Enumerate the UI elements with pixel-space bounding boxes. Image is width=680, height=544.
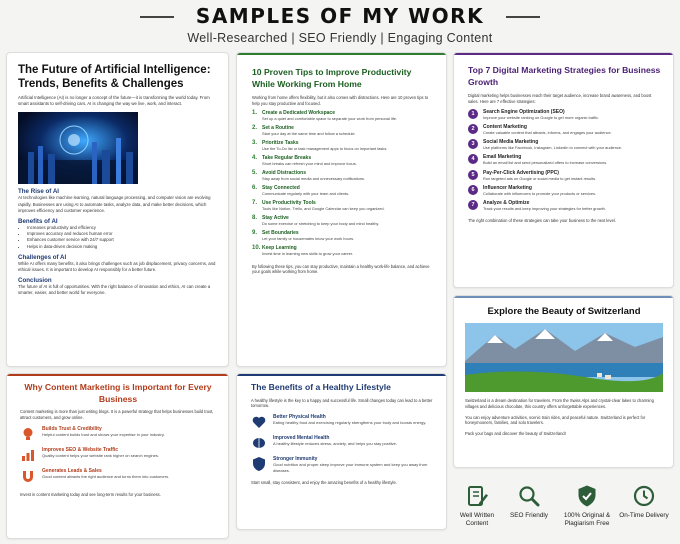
list-item (20, 426, 216, 442)
page-subtitle: Well-Researched | SEO Friendly | Engaging Content (187, 31, 493, 45)
card-ai-article (6, 52, 229, 367)
card-switzerland (453, 295, 674, 468)
swiss-text-3: Pack your bags and discover the beauty of Switzerland! (465, 431, 566, 437)
tip-desc: Tools like Notion, Trello, and Google Calendar can keep you organized. (262, 206, 385, 212)
strategy-title: Analyze & Optimize (483, 200, 530, 207)
feature-label: Well Written Content (459, 512, 495, 527)
ai-rise-text: AI technologies like machine learning, natural language processing, and computer vision are evolving rapidly. Businesses are using AI to automate tasks, analyze data, and make better decisions, which improves efficiency and customer experience. (18, 195, 211, 213)
swiss-text-2: You can enjoy adventure activities, scenic train rides, and peaceful nature. Switzerland is perfect for honeymooners, families, and solo travelers. (465, 414, 646, 426)
tip-title: Stay Connected (262, 185, 300, 192)
strategy-title: Influencer Marketing (483, 185, 532, 192)
list-item (252, 110, 433, 122)
content-outro: Invest in content marketing today and see long-term results for your business. (20, 491, 161, 497)
list-item (252, 185, 433, 197)
tip-title: Take Regular Breaks (262, 155, 312, 162)
tips-title: 10 Proven Tips to Improve Productivity While Working From Home (252, 67, 412, 89)
tip-number: 10. (252, 245, 261, 252)
ai-title: The Future of Artificial Intelligence: Trends, Benefits & Challenges (18, 64, 211, 90)
strategy-desc: Build an email list and send personalized offers to increase conversions. (483, 160, 608, 166)
item-desc: A healthy lifestyle reduces stress, anxiety, and helps you stay positive. (273, 441, 397, 447)
tip-title: Keep Learning (262, 245, 297, 252)
list-item (252, 140, 433, 152)
item-desc: Helpful content builds trust and shows your expertise in your industry. (42, 431, 165, 437)
list-item (252, 155, 433, 167)
feature-well-written (451, 484, 503, 528)
strategy-title: Email Marketing (483, 154, 522, 161)
bar-chart-icon (20, 447, 36, 463)
swiss-title: Explore the Beauty of Switzerland (487, 306, 641, 317)
content-intro: Content marketing is more than just writing blogs. It is a powerful strategy that helps businesses build trust, attract customers, and grow online. (20, 409, 214, 420)
ai-intro: Artificial Intelligence (AI) is no longer a concept of the future—it is transforming the world today. From smart assistants to self-driving cars, AI is changing the way we live, work, and interact. (18, 95, 210, 107)
item-desc: Eating healthy food and exercising regularly strengthens your body and boosts energy. (273, 420, 427, 426)
feature-seo-friendly (503, 484, 555, 520)
ai-conclusion-heading: Conclusion (18, 277, 52, 285)
card-healthy-lifestyle (236, 373, 447, 530)
tip-title: Use Productivity Tools (262, 200, 316, 207)
list-item (252, 230, 433, 242)
feature-on-time (618, 484, 670, 520)
item-desc: Quality content helps your website rank higher on search engines. (42, 452, 159, 458)
step-number: 1 (468, 109, 478, 119)
ai-benefits-list (18, 225, 217, 250)
strategy-title: Content Marketing (483, 123, 527, 130)
item-title: Improved Mental Health (273, 435, 330, 442)
feature-original (560, 484, 614, 528)
list-item (468, 170, 661, 181)
ai-challenges-text: While AI offers many benefits, it also brings challenges such as job displacement, privacy concerns, and ethical issues. It is important to develop AI responsibly for a better future. (18, 260, 216, 273)
item-title: Better Physical Health (273, 414, 326, 421)
step-number: 4 (468, 154, 478, 164)
strategy-desc: Collaborate with influencers to promote your products or services. (483, 191, 597, 197)
tip-number: 5. (252, 170, 258, 177)
tip-title: Set Boundaries (262, 230, 299, 237)
tip-title: Prioritize Tasks (262, 140, 299, 147)
list-item (251, 414, 434, 430)
strategy-desc: Run targeted ads on Google or social media to get instant results. (483, 175, 597, 181)
digital-intro: Digital marketing helps businesses reach their target audience, increase brand awareness, and boost sales. Here are 7 effective strategies: (468, 93, 652, 104)
list-item (251, 435, 434, 451)
card-content-marketing (6, 373, 229, 539)
list-item (252, 125, 433, 137)
tip-number: 3. (252, 140, 258, 147)
strategy-title: Social Media Marketing (483, 139, 539, 146)
list-item (252, 200, 433, 212)
tip-title: Create a Dedicated Workspace (262, 110, 335, 117)
tip-number: 8. (252, 215, 258, 222)
clock-icon (632, 484, 656, 508)
tips-intro: Working from home offers flexibility, but it also comes with distractions. Here are 10 proven tips to help you stay productive and focused. (252, 95, 429, 106)
list-item: • Improves accuracy and reduces human error (27, 231, 217, 237)
tip-desc: Do some exercise or stretching to keep your body and mind healthy. (262, 221, 380, 227)
tips-outro: By following these tips, you can stay productive, maintain a healthy work-life balance, and achieve your goals while working from home. (252, 263, 430, 275)
step-number: 2 (468, 124, 478, 134)
strategy-desc: Use platforms like Facebook, Instagram, LinkedIn to connect with your audience. (483, 145, 623, 151)
step-number: 6 (468, 185, 478, 195)
ai-conclusion-text: The future of AI is full of opportunities. With the right balance of innovation and ethics, AI can create a smarter, easier, and better world for everyone. (18, 284, 211, 296)
item-title: Stronger Immunity (273, 456, 318, 463)
item-title: Improves SEO & Website Traffic (42, 446, 119, 453)
list-item (252, 215, 433, 227)
bulb-icon (20, 426, 36, 442)
tip-desc: Use the To-Do list or task management apps to focus on important tasks. (262, 146, 388, 152)
health-title: The Benefits of a Healthy Lifestyle (251, 382, 391, 392)
strategy-desc: Create valuable content that attracts, informs, and engages your audience. (483, 129, 612, 135)
content-title: Why Content Marketing is Important for Every Business (24, 382, 212, 404)
list-item (251, 456, 434, 473)
card-productivity-tips (236, 52, 447, 367)
tip-desc: Short breaks can refresh your mind and improve focus. (262, 161, 357, 167)
tips-list (252, 110, 433, 257)
tip-title: Stay Active (262, 215, 289, 222)
card-digital-marketing (453, 52, 674, 288)
health-outro: Start small, stay consistent, and enjoy the amazing benefits of a healthy lifestyle. (251, 479, 397, 485)
page-title: SAMPLES OF MY WORK (195, 4, 485, 28)
tip-number: 1. (252, 110, 258, 117)
list-item (468, 124, 661, 135)
tip-number: 2. (252, 125, 258, 132)
tip-number: 4. (252, 155, 258, 162)
digital-title: Top 7 Digital Marketing Strategies for Business Growth (468, 65, 661, 87)
list-item (252, 245, 433, 257)
tip-desc: Stay away from social media and unnecessary notifications. (262, 176, 365, 182)
page-header (0, 4, 680, 45)
strategy-desc: Track your results and keep improving your strategies for better growth. (483, 206, 606, 212)
strategy-title: Pay-Per-Click Advertising (PPC) (483, 169, 559, 176)
item-title: Generates Leads & Sales (42, 467, 102, 474)
step-number: 3 (468, 139, 478, 149)
title-rule-left (140, 16, 174, 18)
tip-title: Avoid Distractions (262, 170, 306, 177)
strategy-title: Search Engine Optimization (SEO) (483, 108, 565, 115)
item-title: Builds Trust & Credibility (42, 425, 102, 432)
strategy-desc: Improve your website ranking on Google to get more organic traffic. (483, 114, 600, 120)
list-item (468, 200, 661, 211)
tip-desc: Set up a quiet and comfortable space to separate your work from personal life. (262, 116, 397, 122)
feature-label: SEO Friendly (509, 512, 548, 519)
tip-title: Set a Routine (262, 125, 294, 132)
list-item (468, 139, 661, 150)
list-item: • Increases productivity and efficiency (27, 225, 217, 231)
feature-label: 100% Original & Plagiarism Free (563, 512, 611, 527)
digital-outro: The right combination of these strategies can take your business to the next level. (468, 217, 616, 223)
list-item: • Helps in data-driven decision making (27, 244, 217, 250)
tip-number: 9. (252, 230, 258, 237)
brain-icon (251, 435, 267, 451)
list-item: • Enhances customer service with 24/7 support (27, 237, 217, 243)
shield-check-icon (575, 484, 599, 508)
switzerland-image (465, 323, 663, 392)
tip-number: 7. (252, 200, 258, 207)
magnet-icon (20, 468, 36, 484)
list-item (468, 185, 661, 196)
ai-image (18, 112, 138, 184)
title-rule-right (506, 16, 540, 18)
feature-label: On-Time Delivery (619, 512, 669, 519)
item-desc: Good content attracts the right audience and turns them into customers. (42, 473, 170, 479)
ai-benefits-heading: Benefits of AI (18, 218, 58, 226)
ai-challenges-heading: Challenges of AI (18, 253, 67, 261)
list-item (20, 468, 216, 484)
tip-desc: Invest time in learning new skills to grow your career. (262, 251, 354, 257)
shield-icon (251, 456, 267, 472)
tip-desc: Let your family or housemates know your work hours. (262, 236, 355, 242)
heart-icon (251, 414, 267, 430)
pencil-paper-icon (465, 484, 489, 508)
tip-number: 6. (252, 185, 258, 192)
tip-desc: Communicate regularly with your team and clients. (262, 191, 350, 197)
swiss-text-1: Switzerland is a dream destination for travelers. From the Swiss Alps and crystal-clear lakes to charming villages and delicious chocolate, this country offers unforgettable experiences. (465, 398, 654, 409)
list-item (20, 447, 216, 463)
tip-desc: Start your day at the same time and follow a schedule. (262, 131, 356, 137)
item-desc: Good nutrition and proper sleep improve your immune system and keep you away from diseases. (273, 462, 428, 473)
list-item (468, 109, 661, 120)
list-item (468, 154, 661, 165)
strategy-list (468, 109, 661, 212)
health-intro: A healthy lifestyle is the key to a happy and successful life. Small changes today can lead to a better tomorrow. (251, 397, 433, 409)
search-icon (517, 484, 541, 508)
step-number: 5 (468, 170, 478, 180)
ai-rise-heading: The Rise of AI (18, 188, 60, 196)
list-item (252, 170, 433, 182)
step-number: 7 (468, 200, 478, 210)
